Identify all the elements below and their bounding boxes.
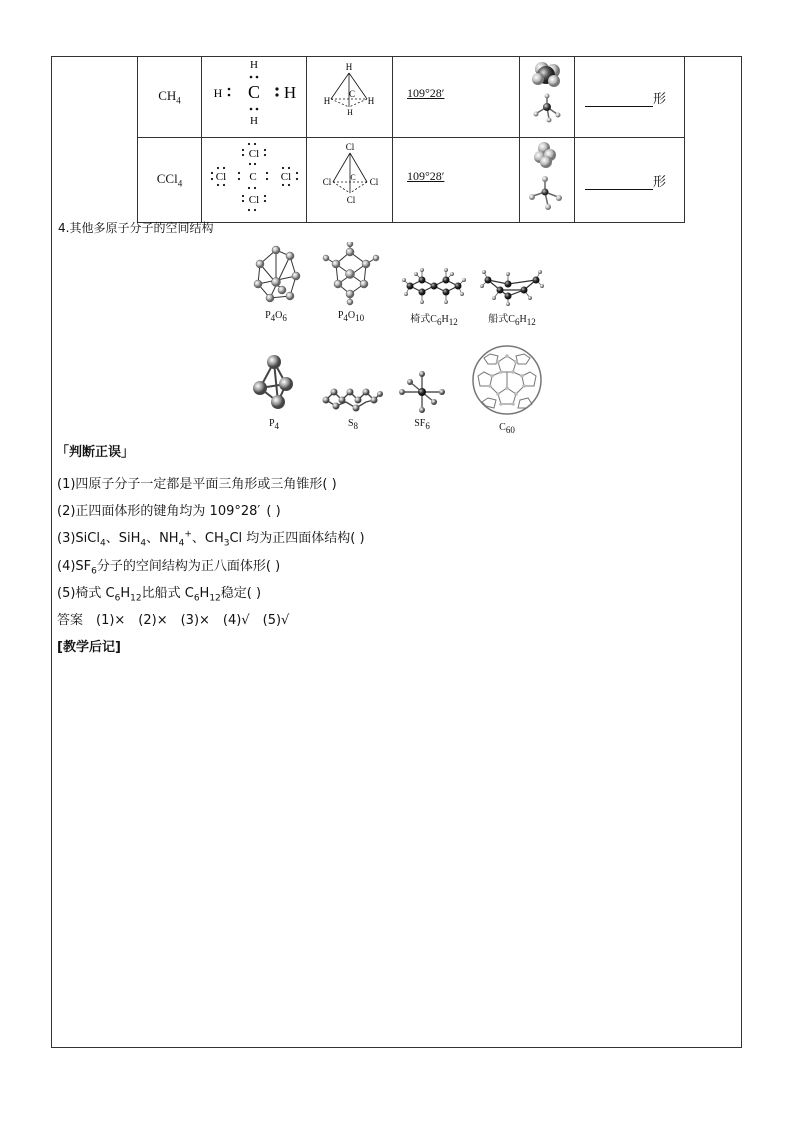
sf6-model xyxy=(398,370,446,414)
chair-c6h12-model xyxy=(402,262,466,306)
bond-angle-cell xyxy=(393,57,520,138)
bond-angle-value: 109°28′ xyxy=(407,86,445,100)
question-1: (1)四原子分子一定都是平面三角形或三角锥形( ) xyxy=(57,477,337,492)
teaching-postnote: [教学后记] xyxy=(57,640,121,655)
figure-p4o6 xyxy=(246,242,306,323)
figure-caption: $S_8$ xyxy=(347,418,359,431)
lewis-center-atom: C xyxy=(249,171,257,183)
lewis-structure-ch4 xyxy=(202,57,307,138)
figure-p4 xyxy=(246,352,302,431)
struct-left-atom: Cl xyxy=(322,177,332,187)
lewis-top-atom: Cl xyxy=(248,148,260,160)
molecule-gallery xyxy=(240,240,570,440)
shape-suffix: 形 xyxy=(653,174,667,190)
struct-right-atom: Cl xyxy=(369,177,379,187)
boat-c6h12-model xyxy=(480,264,544,306)
table-row-ch4 xyxy=(138,57,685,138)
formula-cell xyxy=(138,57,202,138)
lewis-right-atom: H xyxy=(283,83,297,102)
p4-model xyxy=(246,352,302,414)
figure-caption: $P_4O_6$ xyxy=(265,310,287,323)
structural-formula-ch4 xyxy=(307,57,393,138)
lewis-bottom-atom: Cl xyxy=(248,194,260,206)
figure-caption: $P_4$ xyxy=(268,418,280,431)
question-2: (2)正四面体形的键角均为 109°28′ ( ) xyxy=(57,504,281,519)
figure-caption: $C_{60}$ xyxy=(499,422,515,435)
molecule-table xyxy=(137,56,685,223)
question-5: (5)椅式 $C_6H_{12}$比船式 $C_6H_{12}$稳定( ) xyxy=(57,586,262,604)
shape-cell xyxy=(575,138,685,223)
tetrahedron-diagram xyxy=(307,138,392,218)
formula-subscript: 4 xyxy=(177,178,183,189)
c60-model xyxy=(470,342,544,418)
formula-cell xyxy=(138,138,202,223)
struct-bottom-atom: Cl xyxy=(346,195,356,205)
formula-subscript: 4 xyxy=(176,95,181,106)
p4o6-model xyxy=(246,242,306,306)
figure-caption: $SF_6$ xyxy=(414,418,430,431)
model-cell-ccl4 xyxy=(520,138,575,223)
struct-center-atom: C xyxy=(350,173,356,182)
tetrahedron-diagram xyxy=(307,57,392,133)
lewis-diagram xyxy=(202,138,306,218)
figure-caption: 椅式$C_6H_{12}$ xyxy=(410,314,458,327)
figure-caption: $P_4O_{10}$ xyxy=(337,310,365,323)
s8-model xyxy=(322,384,384,414)
lewis-top-atom: H xyxy=(250,59,258,71)
molecule-model-image xyxy=(520,138,574,218)
lewis-diagram xyxy=(202,57,306,133)
lewis-bottom-atom: H xyxy=(250,115,258,127)
formula-text: CCl xyxy=(156,171,178,187)
figure-boat-c6h12 xyxy=(480,264,544,327)
p4o10-model xyxy=(320,242,382,306)
struct-top-atom: H xyxy=(345,62,353,72)
lewis-structure-ccl4 xyxy=(202,138,307,223)
question-4: $(4)SF_6$分子的空间结构为正八面体形( ) xyxy=(57,559,281,577)
shape-blank xyxy=(585,177,653,190)
model-cell-ch4 xyxy=(520,57,575,138)
structural-formula-ccl4 xyxy=(307,138,393,223)
table-row-ccl4 xyxy=(138,138,685,223)
molecule-model-image xyxy=(520,57,574,133)
left-column xyxy=(51,56,138,217)
struct-center-atom: C xyxy=(348,89,356,99)
figure-s8 xyxy=(322,384,384,431)
shape-suffix: 形 xyxy=(653,91,667,107)
figure-caption: 船式$C_6H_{12}$ xyxy=(488,314,536,327)
struct-right-atom: H xyxy=(367,96,375,106)
lewis-left-atom: H xyxy=(213,86,223,100)
figure-sf6 xyxy=(398,370,446,431)
figure-c60 xyxy=(470,342,544,435)
lewis-right-atom: Cl xyxy=(280,171,292,183)
struct-back-atom: H xyxy=(347,108,353,117)
figure-chair-c6h12 xyxy=(402,262,466,327)
shape-cell xyxy=(575,57,685,138)
bond-angle-value: 109°28′ xyxy=(407,169,445,183)
struct-left-atom: H xyxy=(323,96,331,106)
lewis-left-atom: Cl xyxy=(215,171,227,183)
lewis-center-atom: C xyxy=(247,82,261,102)
question-3: (3)SiCl$_4$、SiH$_4$、$NH_4^+$、$CH_3Cl$ 均为正四面体结构( ) xyxy=(57,529,365,549)
judge-heading: 「判断正误」 xyxy=(56,445,135,460)
section-heading: 4.其他多原子分子的空间结构 xyxy=(58,221,214,235)
answer-line: 答案 (1)× (2)× (3)× (4)√ (5)√ xyxy=(57,613,290,628)
formula-text: CH xyxy=(158,88,177,104)
bond-angle-cell xyxy=(393,138,520,223)
struct-top-atom: Cl xyxy=(345,142,355,152)
shape-blank xyxy=(585,94,653,107)
figure-p4o10 xyxy=(320,242,382,323)
